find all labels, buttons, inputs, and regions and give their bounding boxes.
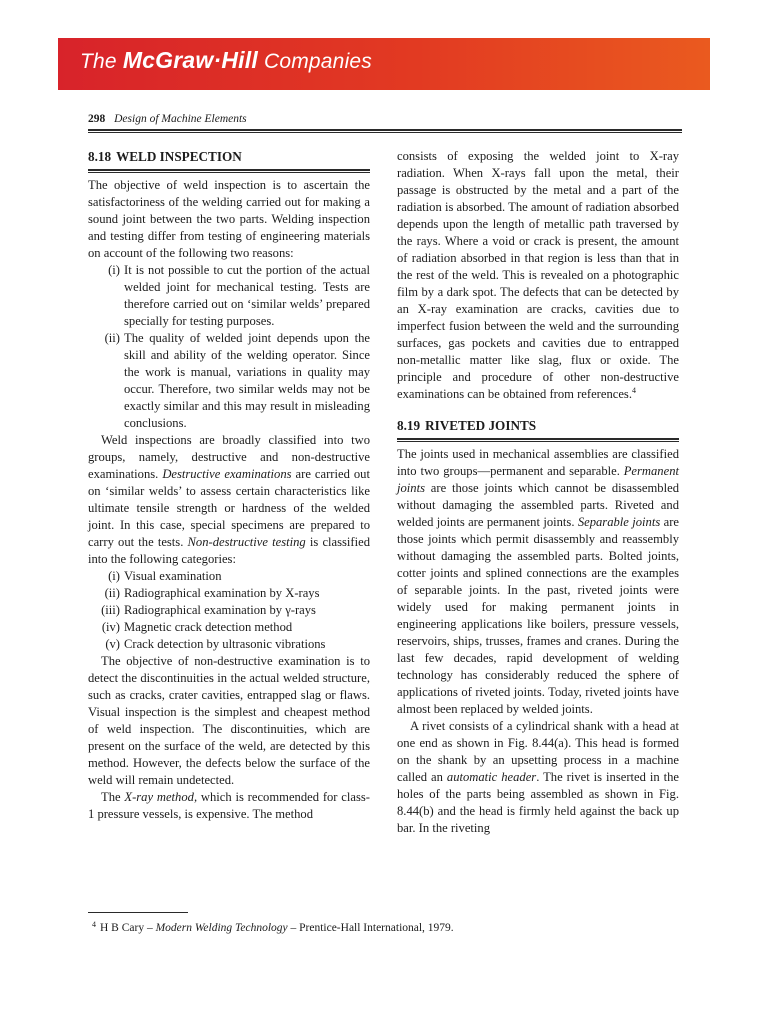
section-rule xyxy=(397,438,679,440)
list-item: (v) Crack detection by ultrasonic vibrations xyxy=(105,637,326,652)
list-item: (iii) Radiographical examination by γ-rays xyxy=(101,603,316,618)
paragraph: consists of exposing the welded joint to X-ray radiation. When X-rays fall upon the metal, their passage is obstructed by the metal and a part of the radiation is absorbed. The amount of radiation absorbed depends upon the length of metallic path traversed by the rays. Where a void or crack is present, the amount of radiation absorbed in that region is less than that in the rest of the weld. This is revealed on a photographic film by a dark spot. The defects that can be detected by an X-ray examination are cracks, cavities due to imperfect fusion between the weld and the surrounding surfaces, gas pockets and cavities due to entrapped non-metallic matter like slag, flux or oxide. The principle and procedure of other non-destructive examinations can be obtained from references.$^4$ xyxy=(397,149,679,401)
list-item: (iv) Magnetic crack detection method xyxy=(101,620,293,635)
footnote: $^4$ H B Cary – Modern Welding Technology – Prentice-Hall International, 1979. xyxy=(92,920,454,934)
section-heading-8-18: 8.18 WELD INSPECTION xyxy=(88,149,242,164)
right-column xyxy=(397,148,679,837)
publisher-banner xyxy=(58,38,710,90)
page-number: 298 xyxy=(88,113,106,125)
paragraph: A rivet consists of a cylindrical shank with a head at one end as shown in Fig. 8.44(a). This head is formed on the shank by an upsetting process in a machine called an automatic header. The rivet is inserted in the holes of the parts being assembled as shown in Fig. 8.44(b) and the head is firmly held against the back up bar. In the riveting xyxy=(397,719,680,836)
paragraph: The X-ray method, which is recommended for class-1 pressure vessels, is expensive. The method xyxy=(88,790,370,822)
paragraph: The objective of weld inspection is to ascertain the satisfactoriness of the welding carried out for making a sound joint between the two parts. Welding inspection and testing differ from testing of engineering materials on account of the following two reasons: xyxy=(88,178,370,261)
header-rule-thin xyxy=(88,132,682,133)
header-rule xyxy=(88,129,682,131)
paragraph: Weld inspections are broadly classified into two groups, namely, destructive and non-destructive examinations. Destructive examinations are carried out on ‘similar welds’ to assess certain characteristics like ultimate tensile strength or hardness of the welded joint. In this case, special specimens are prepared to carry out the tests. Non-destructive testing is classified into the following categories: xyxy=(88,433,370,567)
paragraph: The joints used in mechanical assemblies are classified into two groups—permanent and separable. Permanent joints are those joints which cannot be disassembled without damaging the assembled parts. Riveted and welded joints are permanent joints. Separable joints are those joints which permit disassembly and reassembly without damaging the assembled parts. Bolted joints, cotter joints and splined connections are the examples of separable joints. In the past, riveted joints were widely used for making permanent joints in engineering applications like boilers, pressure vessels, reservoirs, ships, trusses, frames and cranes. During the last few decades, rapid development of welding technology has considerably reduced the sphere of applications of riveted joints. Today, riveted joints have almost been replaced by welded joints. xyxy=(397,447,679,717)
paragraph: The objective of non-destructive examination is to detect the discontinuities in the actual welded structure, such as cracks, crater cavities, entrapped slag or flaws. Visual inspection is the simplest and cheapest method of weld inspection. The discontinuities, which are present on the surface of the weld, are detected by this method. However, the defects below the surface of the weld will remain undetected. xyxy=(88,654,370,788)
book-title: Design of Machine Elements xyxy=(114,113,247,125)
section-rule xyxy=(88,169,370,171)
section-rule-thin xyxy=(88,172,370,173)
list-item: (ii) The quality of welded joint depends upon the skill and ability of the welding operator. Since the work is manual, variations in quality may occur. Therefore, two similar welds may not be exactly similar and this may result in misleading conclusions. xyxy=(104,331,370,431)
categories-list xyxy=(88,568,370,653)
section-heading-8-19: 8.19 RIVETED JOINTS xyxy=(397,418,537,433)
section-rule-thin xyxy=(397,441,679,442)
list-item: (i) Visual examination xyxy=(108,569,222,584)
running-head xyxy=(88,113,682,125)
publisher-logo: The McGraw·Hill Companies xyxy=(80,47,373,73)
left-column xyxy=(88,148,370,823)
list-item: (i) It is not possible to cut the portion of the actual welded joint for mechanical testing. Tests are therefore carried out on ‘similar welds’ prepared specially for testing purposes. xyxy=(108,263,370,329)
reference-mark: 4 xyxy=(631,385,636,395)
footnote-rule xyxy=(88,912,188,913)
reasons-list xyxy=(88,262,370,432)
list-item: (ii) Radiographical examination by X-rays xyxy=(104,586,320,601)
